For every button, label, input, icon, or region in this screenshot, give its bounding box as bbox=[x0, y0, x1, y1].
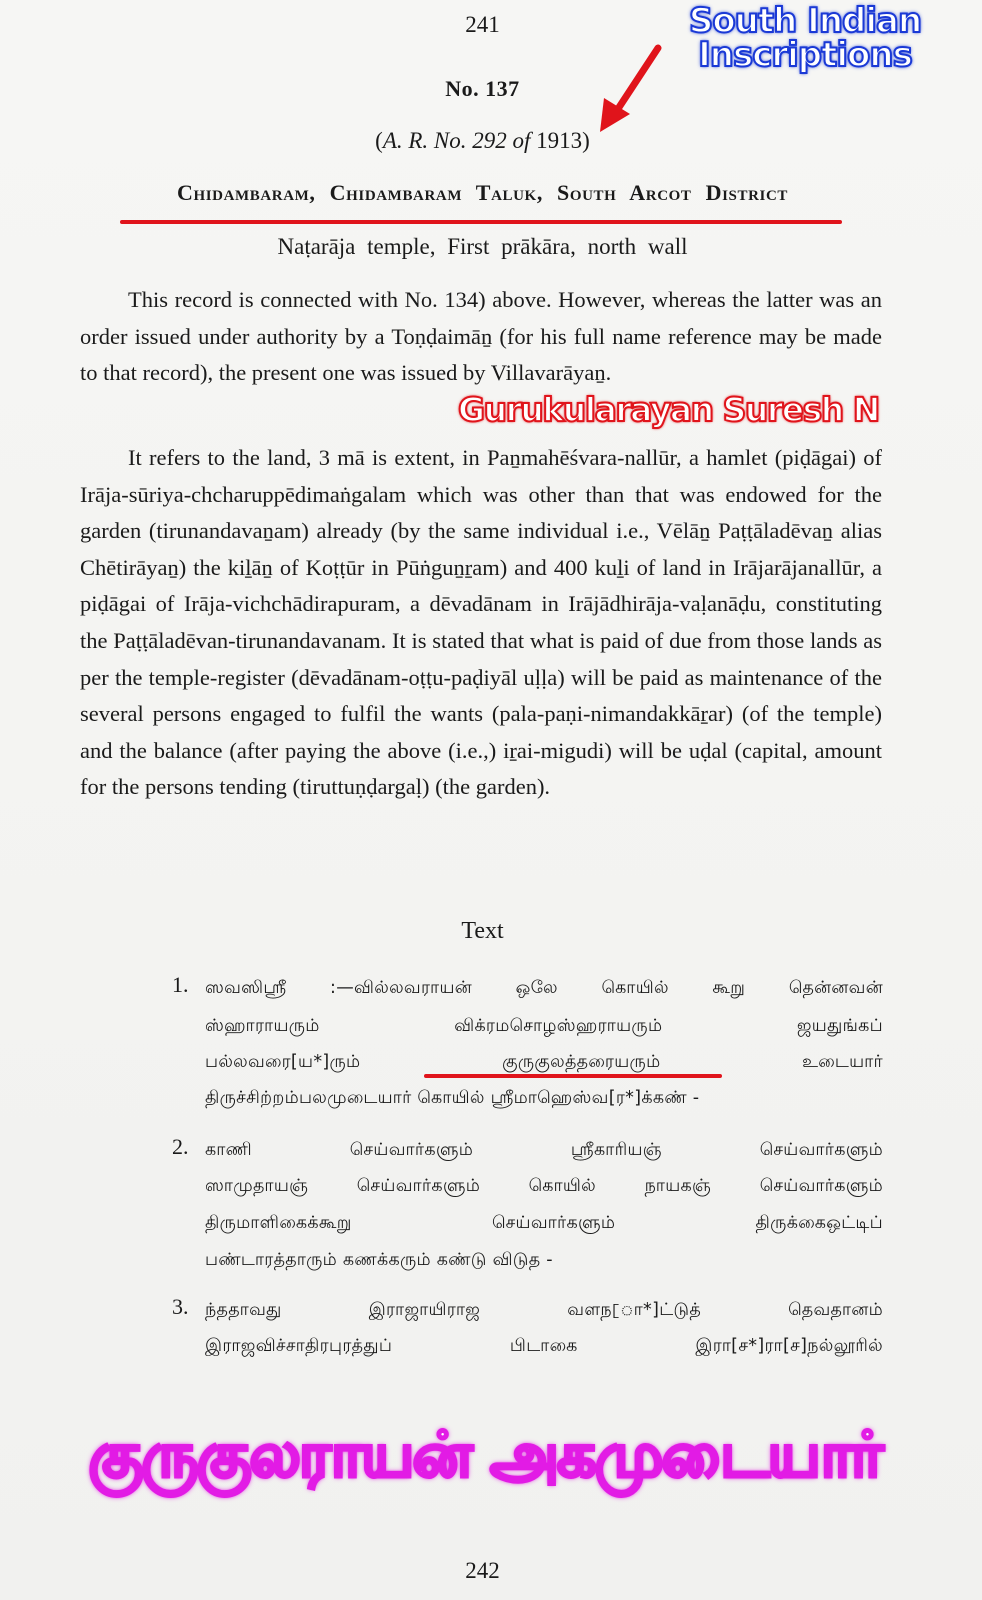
temple-location: Naṭarāja temple, First prākāra, north wall bbox=[277, 234, 688, 259]
kurukulattaraiyar-underline bbox=[424, 1074, 722, 1078]
page-number-bottom: 242 bbox=[465, 1558, 500, 1583]
page-number-top: 241 bbox=[465, 12, 500, 37]
intro-paragraph-2-text: It refers to the land, 3 mā is extent, in Paṉmahēśvara-nallūr, a hamlet (piḍāgai) of Irāja-sūriya-chcharuppēdimaṅgalam which was other than that was endowed for the garden (tirunandavaṉam) already (by the same individual i.e., Vēlāṉ Paṭṭāladēvaṉ alias Chētirāyaṉ) the kiḻāṉ of Koṭṭūr in Pūṅguṉṟam) and 400 kuḻi of land in Irājarājanallūr, a piḍāgai of Irāja-vichchādirapuram, a dēvadānam in Irājādhirāja-vaḷanāḍu, constituting the Paṭṭāladēvan-tirunandavanam. It is stated that what is paid of due from those lands as per the temple-register (dēvadānam-oṭṭu-paḍiyāl uḷḷa) will be paid as maintenance of the several persons engaged to fulfil the wants (pala-paṇi-nimandakkāṟar) (of the temple) and the balance (after paying the above (i.e.,) iṟai-migudi) will be uḍal (capital, amount for the persons tending (tiruttuṇḍargaḷ) (the garden). bbox=[80, 445, 882, 800]
intro-paragraph-2 bbox=[80, 440, 882, 806]
line-number-3: 3. bbox=[172, 1294, 189, 1319]
line-number-1: 1. bbox=[172, 972, 189, 997]
tamil-line-2-row-1: காணி செய்வார்களும் ஸ்ரீகாரியஞ் செய்வார்களும் bbox=[205, 1140, 883, 1160]
tamil-line-1-row-4: திருச்சிற்றம்பலமுடையார் கொயில் ஸ்ரீமாஹெஸ்வ[ர*]க்கண் - bbox=[205, 1088, 700, 1108]
tamil-line-2-row-4: பண்டாரத்தாரும் கணக்கரும் கண்டு விடுத - bbox=[205, 1250, 553, 1270]
line-number-2: 2. bbox=[172, 1134, 189, 1159]
series-watermark: South Indian Inscriptions bbox=[688, 1, 922, 75]
tamil-line-1-row-3: பல்லவரை[ய*]ரும் குருகுலத்தரையரும் உடையார் bbox=[205, 1052, 883, 1072]
text-heading: Text bbox=[461, 918, 504, 944]
arrow-annotation-icon bbox=[590, 40, 670, 140]
tamil-line-2-row-2: ஸாமுதாயஞ் செய்வார்களும் கொயில் நாயகஞ் செய்வார்களும் bbox=[205, 1176, 883, 1196]
tamil-line-2-row-3: திருமாளிகைக்கூறு செய்வார்களும் திருக்கைஒட்டிப் bbox=[205, 1213, 883, 1233]
ar-year: 1913) bbox=[536, 128, 590, 153]
ar-body: A. R. No. 292 of bbox=[382, 128, 531, 153]
annual-report-reference bbox=[0, 128, 965, 154]
place-title: Chidambaram, Chidambaram Taluk, South Arcot District bbox=[176, 180, 789, 205]
intro-paragraph-1-text: This record is connected with No. 134) above. However, whereas the latter was an order issued under authority by a Toṇḍaimāṉ (for his full name reference may be made to that record), the present one was issued by Villavarāyaṉ. bbox=[80, 287, 882, 386]
tamil-line-1-row-2: ஸ்ஹாராயரும் விக்ரமசொழஸ்ஹராயரும் ஜயதுங்கப் bbox=[205, 1016, 883, 1036]
tamil-line-3-row-1: ந்ததாவது இராஜாயிராஜ வளந[ா*]ட்டுத் தெவதானம் bbox=[205, 1300, 883, 1320]
community-title-watermark: குருகுலராயன் அகமுடையார் bbox=[88, 1418, 882, 1491]
inscription-number: No. 137 bbox=[445, 76, 520, 101]
tamil-line-1-row-1: ஸவஸிஸ்ரீ :—வில்லவராயன் ஒலே கொயில் கூறு தென்னவன் bbox=[205, 978, 883, 998]
place-underline bbox=[120, 220, 842, 224]
ar-open-paren: ( bbox=[375, 128, 383, 153]
author-watermark: Gurukularayan Suresh N bbox=[458, 390, 879, 429]
intro-paragraph-1 bbox=[80, 282, 882, 392]
tamil-line-3-row-2: இராஜவிச்சாதிரபுரத்துப் பிடாகை இரா[ச*]ரா[ச]நல்லூரில் bbox=[205, 1336, 883, 1356]
